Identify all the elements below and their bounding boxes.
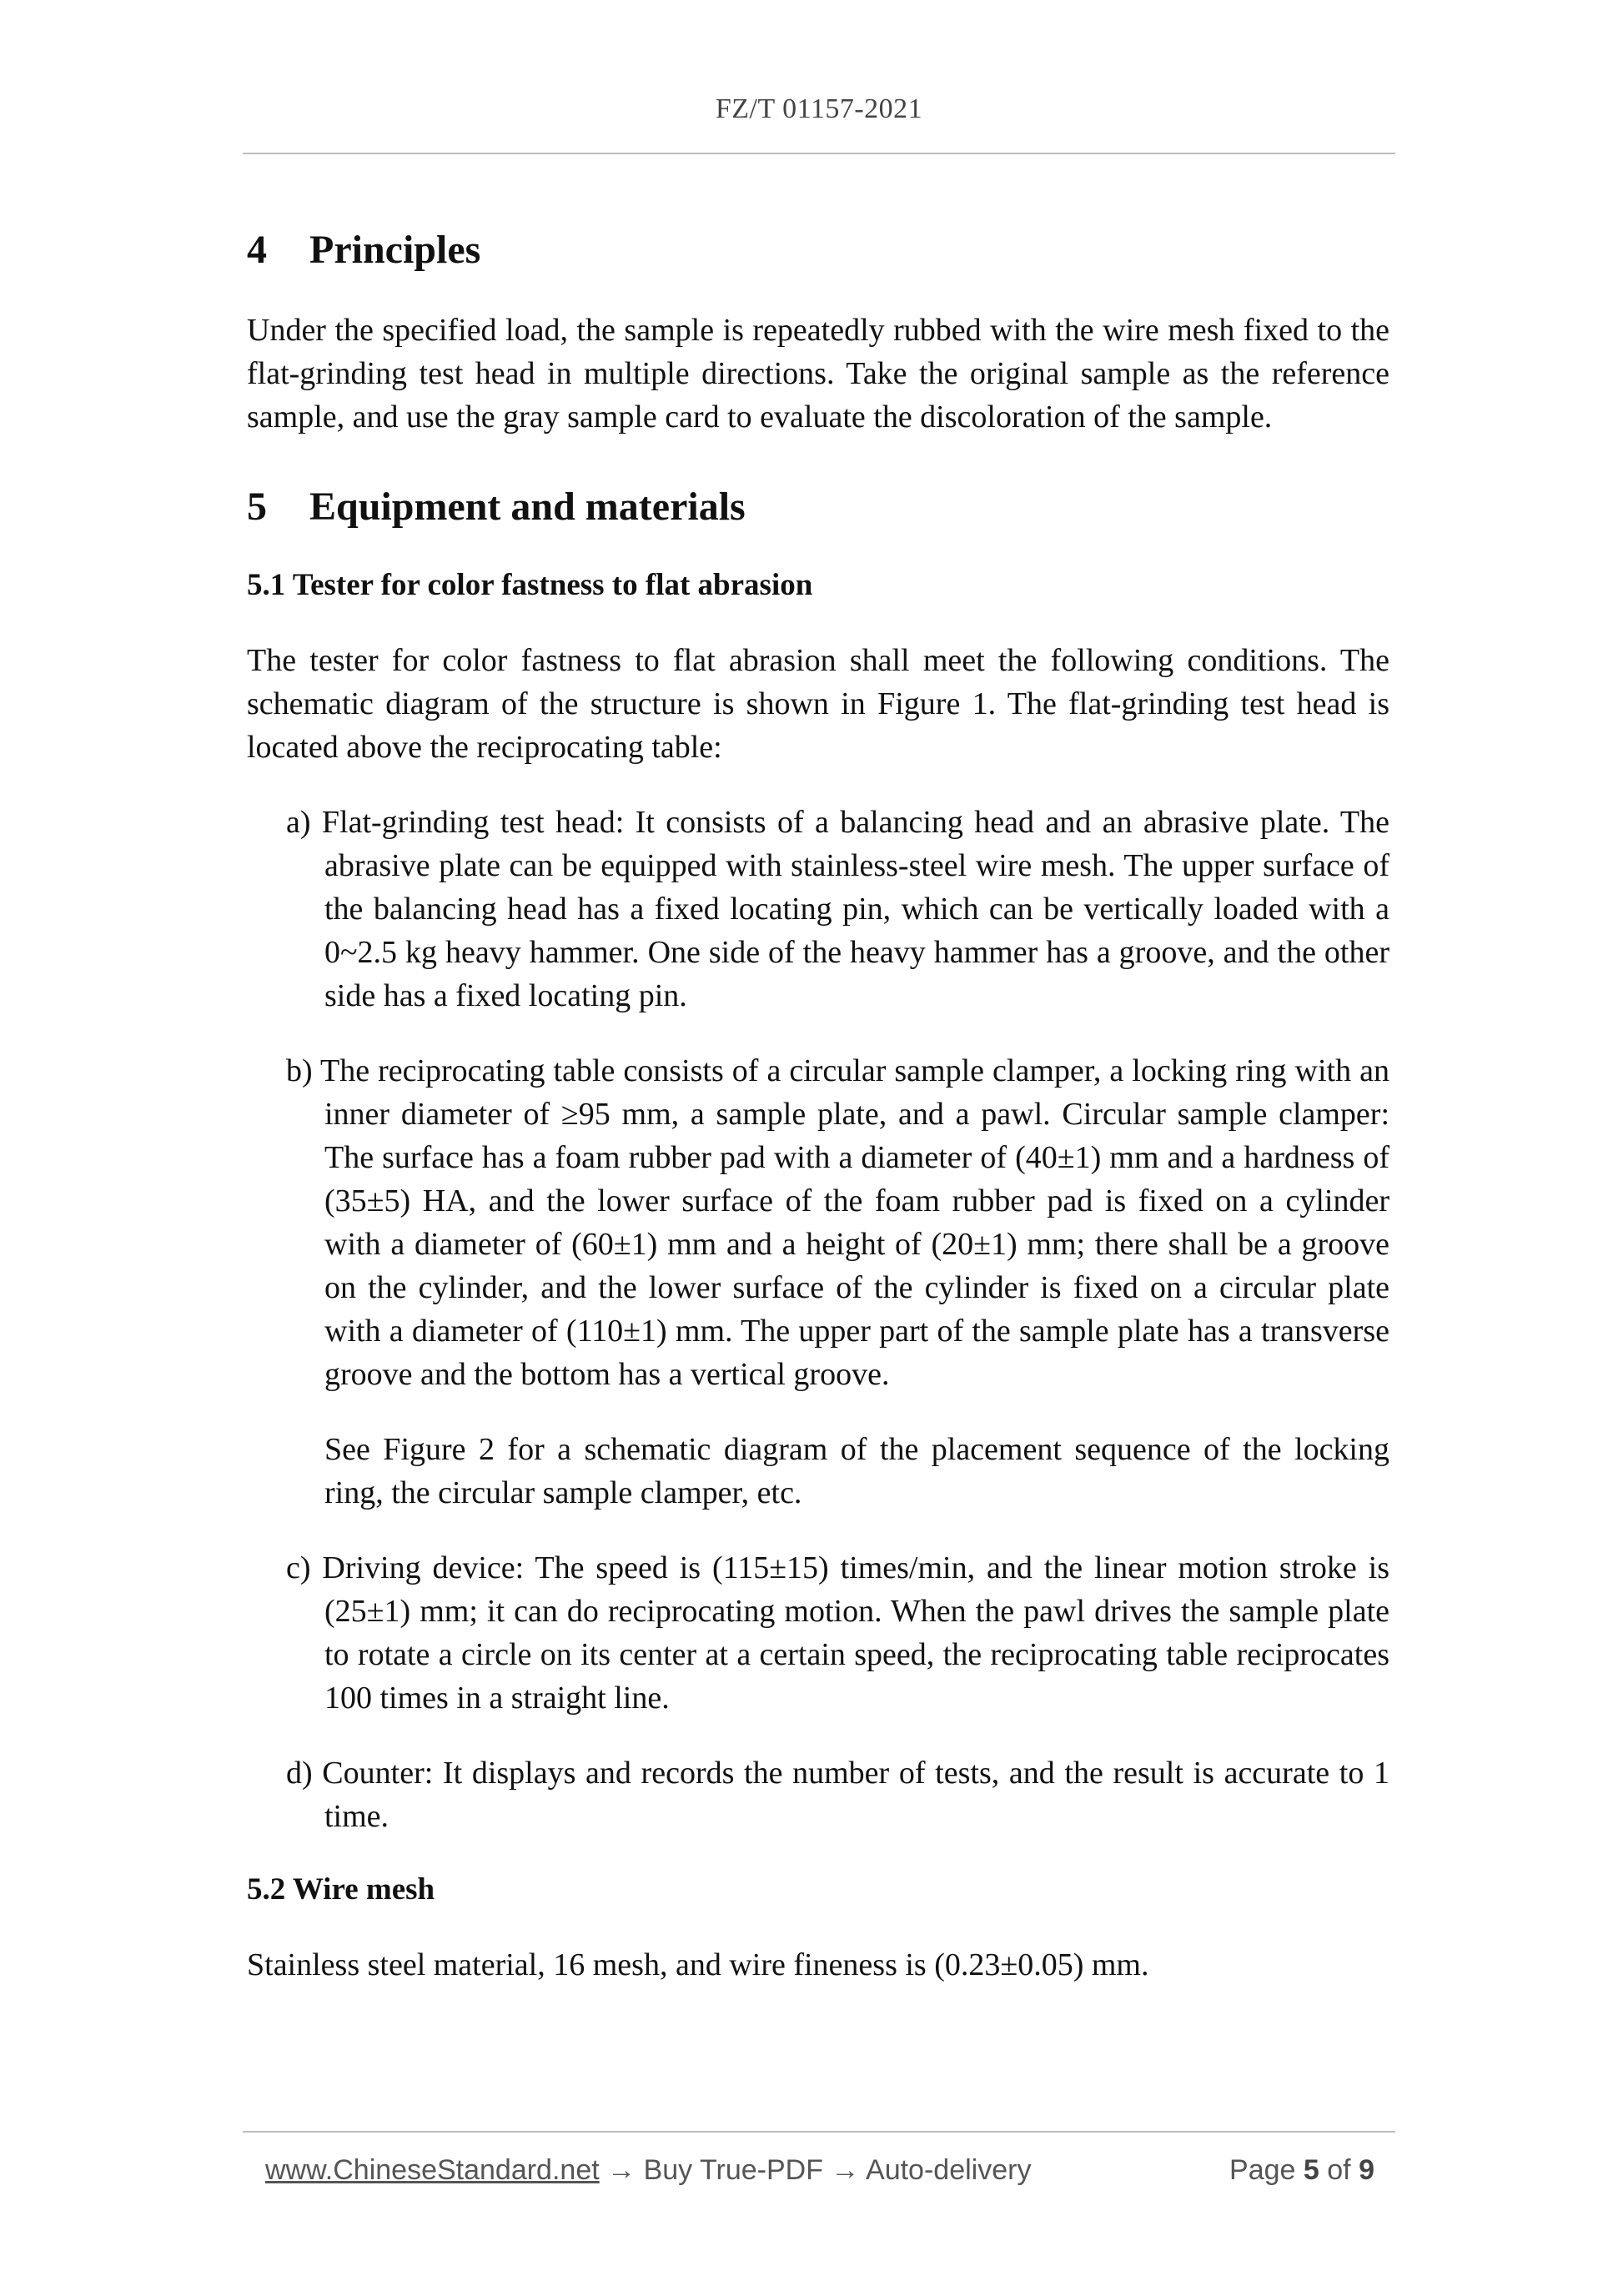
section-5-heading [247, 482, 1389, 532]
section-4-body: Under the specified load, the sample is repeatedly rubbed with the wire mesh fixed to the flat-grinding test head in multiple directions. Take the original sample as the reference sample, and use the gray sample card to evaluate the discoloration of the sample. [247, 313, 1389, 435]
footer-divider [243, 2131, 1395, 2133]
page-current: 5 [1303, 2154, 1319, 2186]
list-item-c: c) Driving device: The speed is (115±15) times/min, and the linear motion stroke is (25±1) mm; it can do reciprocating motion. When the pawl drives the sample plate to rotate a circle on its center at a certain speed, the reciprocating table reciprocates 100 times in a straight line. [286, 1550, 1389, 1716]
list-item-d: d) Counter: It displays and records the number of tests, and the result is accurate to 1 time. [286, 1756, 1389, 1834]
page-label: Page [1229, 2154, 1296, 2186]
auto-delivery-text: Auto-delivery [866, 2154, 1032, 2186]
section-4-number: 4 [247, 228, 267, 272]
page-total: 9 [1359, 2154, 1374, 2186]
section-5-title: Equipment and materials [309, 485, 746, 529]
page-content [247, 208, 1389, 1987]
section-5-number: 5 [247, 485, 267, 529]
subsection-5-1-intro: The tester for color fastness to flat abrasion shall meet the following conditions. The schematic diagram of the structure is shown in Figure 1. The flat-grinding test head is located above the reciprocating table: [247, 643, 1389, 765]
buy-pdf-link[interactable]: Buy True-PDF [643, 2154, 823, 2186]
page-number [1229, 2154, 1374, 2187]
website-link[interactable]: www.ChineseStandard.net [265, 2154, 600, 2186]
arrow-icon: → [599, 2154, 644, 2186]
page-of: of [1327, 2154, 1351, 2186]
section-4-title: Principles [309, 228, 481, 272]
footer-left [265, 2154, 1031, 2187]
subsection-5-1-heading: 5.1 Tester for color fastness to flat abrasion [247, 568, 813, 602]
page-footer [265, 2154, 1374, 2196]
list-item-b: b) The reciprocating table consists of a circular sample clamper, a locking ring with an inner diameter of ≥95 mm, a sample plate, and a pawl. Circular sample clamper: The surface has a foam rubber pad with a diameter of (40±1) mm and a hardness of (35±5) HA, and the lower surface of the foam rubber pad is fixed on a cylinder with a diameter of (60±1) mm and a height of (20±1) mm; there shall be a groove on the cylinder, and the lower surface of the cylinder is fixed on a circular plate with a diameter of (110±1) mm. The upper part of the sample plate has a transverse groove and the bottom has a vertical groove. [286, 1053, 1389, 1392]
section-4-heading [247, 225, 1389, 275]
list-item-b-note: See Figure 2 for a schematic diagram of the placement sequence of the locking ring, the circular sample clamper, etc. [324, 1432, 1389, 1510]
subsection-5-2-heading: 5.2 Wire mesh [247, 1872, 435, 1907]
document-id-header: FZ/T 01157-2021 [715, 93, 923, 124]
arrow-icon: → [822, 2154, 867, 2186]
subsection-5-2-body: Stainless steel material, 16 mesh, and wire fineness is (0.23±0.05) mm. [247, 1947, 1149, 1982]
list-item-a: a) Flat-grinding test head: It consists of a balancing head and an abrasive plate. The abrasive plate can be equipped with stainless-steel wire mesh. The upper surface of the balancing head has a fixed locating pin, which can be vertically loaded with a 0~2.5 kg heavy hammer. One side of the heavy hammer has a groove, and the other side has a fixed locating pin. [286, 805, 1389, 1013]
header-divider [243, 153, 1395, 154]
